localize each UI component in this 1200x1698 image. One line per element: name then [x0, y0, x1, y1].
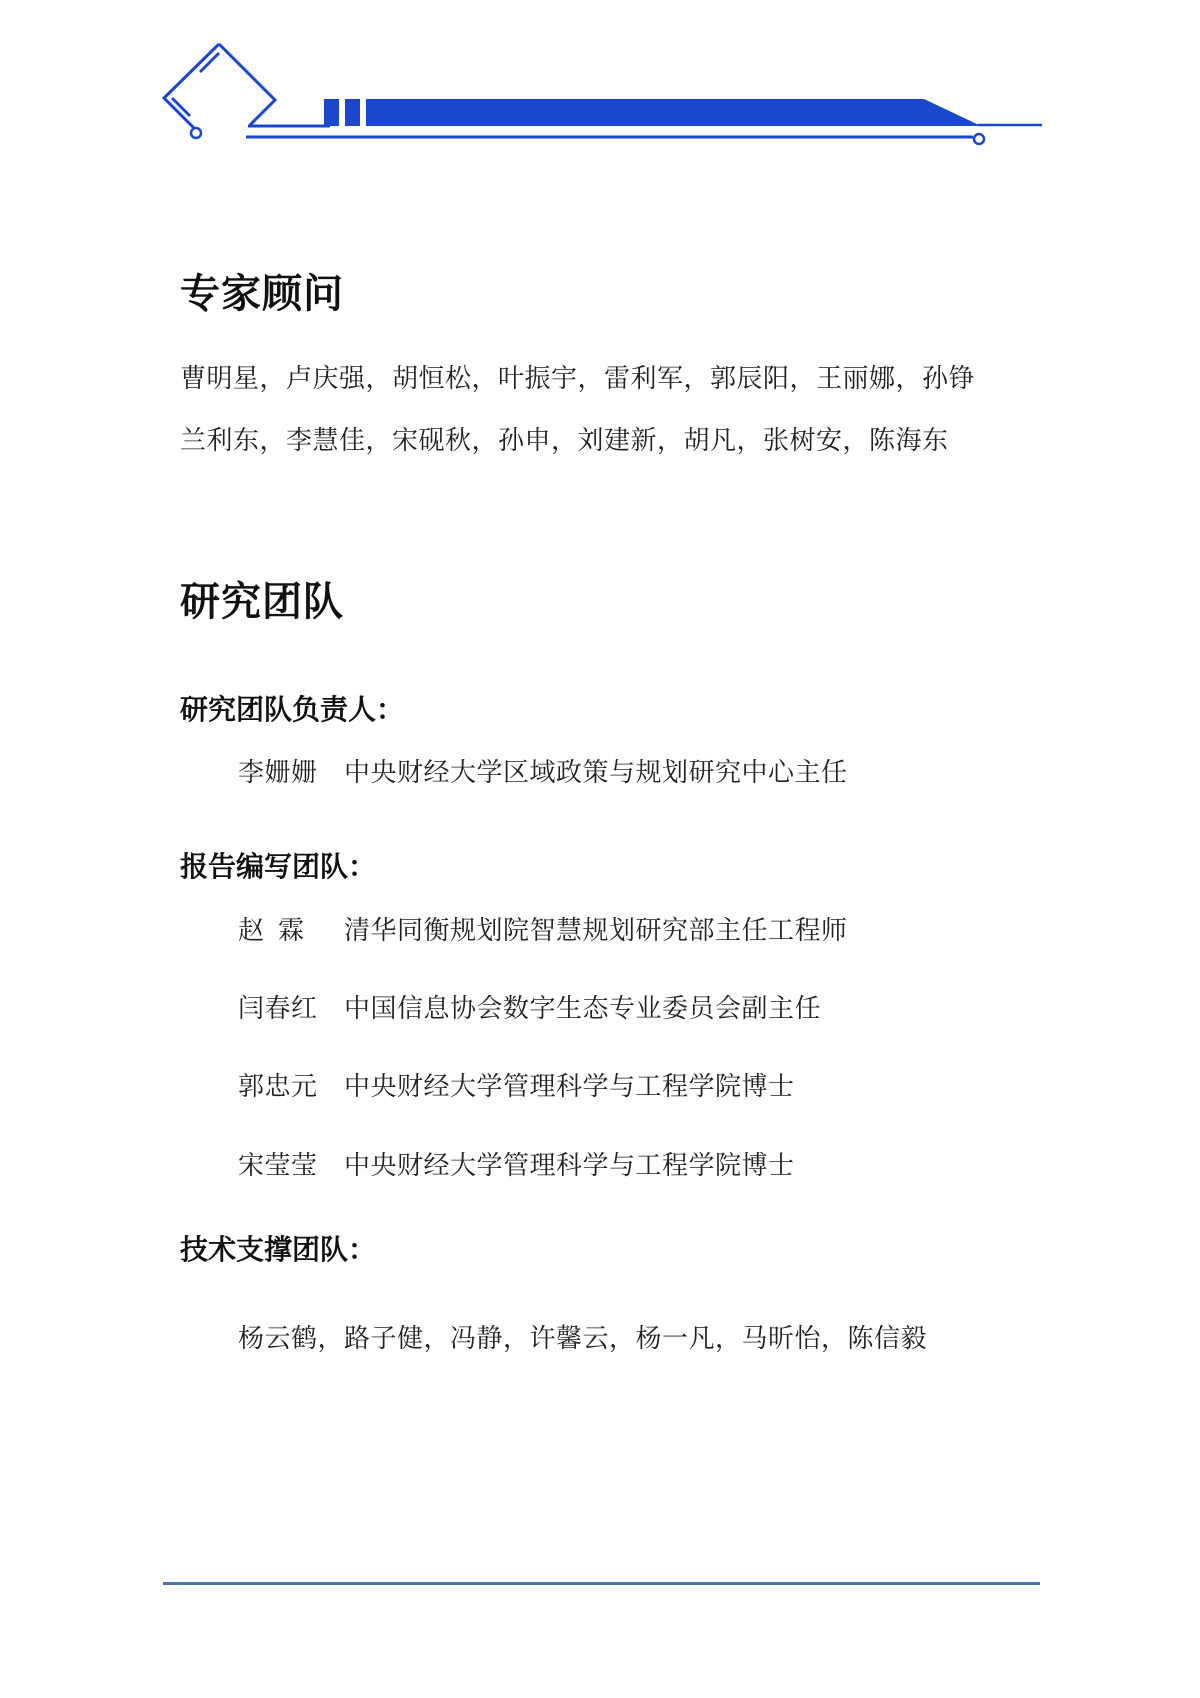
member-role: 中央财经大学管理科学与工程学院博士 [344, 1151, 795, 1181]
header-main-bar [366, 99, 981, 126]
footer-divider [163, 1582, 1040, 1585]
writing-member-row [238, 1145, 795, 1182]
research-team-title: 研究团队 [180, 579, 344, 625]
member-name: 闫春红 [238, 994, 318, 1024]
header-decoration [0, 0, 1200, 160]
member-name: 宋莹莹 [238, 1151, 318, 1181]
member-role: 中央财经大学管理科学与工程学院博士 [344, 1072, 795, 1102]
tech-members-text: 杨云鹤，路子健，冯静，许馨云，杨一凡，马昕怡，陈信毅 [238, 1324, 928, 1354]
tech-team-label: 技术支撑团队： [180, 1233, 377, 1266]
writing-team-label: 报告编写团队： [180, 850, 377, 883]
member-name: 郭忠元 [238, 1072, 318, 1102]
leader-member-row [238, 752, 848, 789]
circuit-diamond-icon [164, 44, 275, 138]
expert-advisors-line-1: 曹明星，卢庆强，胡恒松，叶振宇，雷利军，郭辰阳，王丽娜，孙铮 [180, 364, 976, 394]
expert-advisors-line-2: 兰利东，李慧佳，宋砚秋，孙申，刘建新，胡凡，张树安，陈海东 [180, 426, 949, 456]
member-role: 中央财经大学区域政策与规划研究中心主任 [344, 758, 848, 788]
member-name: 赵霖 [238, 916, 319, 946]
header-end-circle-icon [974, 134, 984, 144]
member-name: 李姗姗 [238, 758, 318, 788]
expert-advisors-title: 专家顾问 [180, 271, 344, 317]
writing-member-row [238, 910, 848, 947]
writing-member-row [238, 1066, 795, 1103]
team-leader-label: 研究团队负责人： [180, 693, 405, 726]
header-bar-1 [324, 99, 339, 126]
member-role: 清华同衡规划院智慧规划研究部主任工程师 [344, 916, 848, 946]
writing-member-row [238, 988, 821, 1025]
header-bar-2 [345, 99, 360, 126]
member-role: 中国信息协会数字生态专业委员会副主任 [344, 994, 822, 1024]
tech-members-line [238, 1318, 927, 1355]
